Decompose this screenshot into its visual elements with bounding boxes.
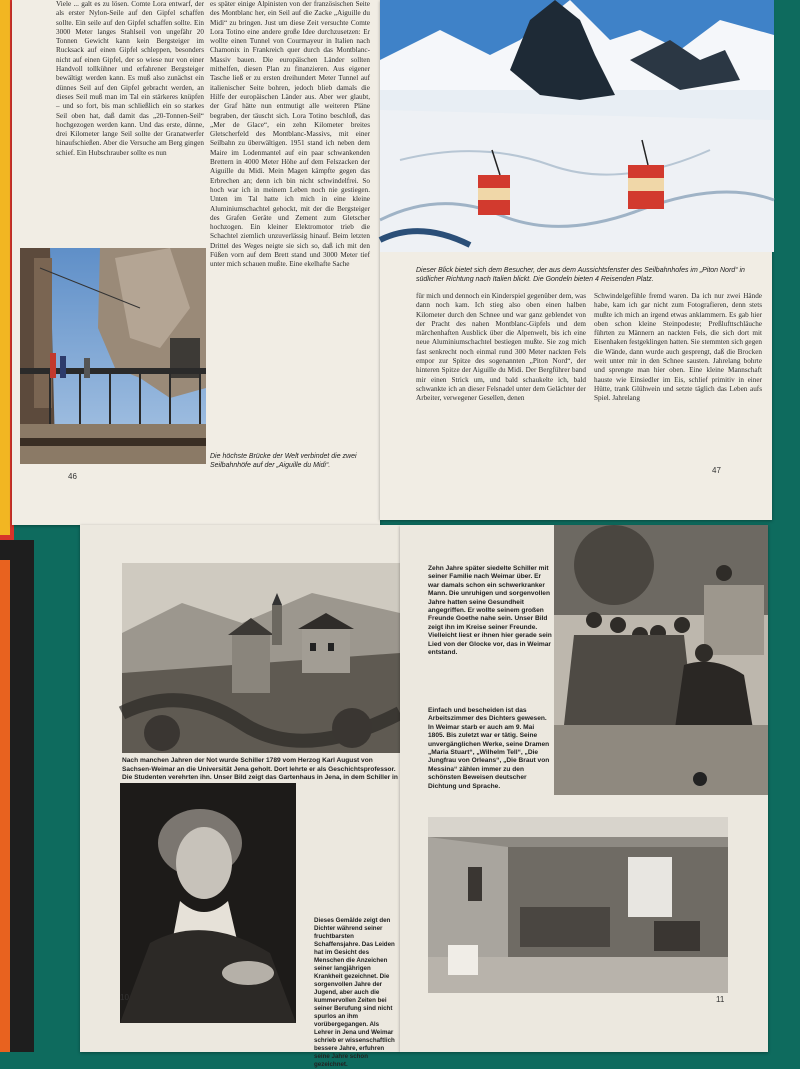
bridge-photo bbox=[20, 248, 206, 464]
garden-house-caption: Nach manchen Jahren der Not wurde Schiller 1789 vom Herzog Karl August von Sachsen-Weimar an die Universität Jena geholt. Dort lehrte er als Geschichtsprofessor. Die Studenten verehrten ihn. Unser Bild zeigt das Gartenhaus in Jena, in dem Schiller in bbox=[122, 757, 398, 782]
page-number-10: 10 bbox=[120, 993, 129, 1002]
weimar-text: Zehn Jahre später siedelte Schiller mit seiner Familie nach Weimar über. Er war damals schon ein schwerkranker Mann. Die unruhigen und sorgenvollen Jahre hatten seine Gesundheit angegriffen. Er wollte seinem großen Freunde Goethe nahe sein. Unser Bild zeigt ihn im Kreise seiner Freunde. Vielleicht liest er ihnen hier gerade sein Lied von der Glocke vor, das in Weimar entstand. bbox=[428, 565, 552, 657]
study-room-photo bbox=[428, 817, 728, 993]
study-room-text: Einfach und bescheiden ist das Arbeitszimmer des Dichters gewesen. In Weimar starb er auch am 9. Mai 1805. Bis zuletzt war er tätig. Seine unvergänglichen Werke, seine Dramen „Maria Stuart“, „Wilhelm Tell“, „Die Jungfrau von Orleans“, „Die Braut von Messina“ zählen immer zu den schönsten Beweisen deutscher Dichtung und Sprache. bbox=[428, 707, 550, 790]
top-right-column-1: für mich und dennoch ein Kinderspiel gegenüber dem, was dann noch kam. Ich stieg also oben einen halben Kilometer durch den Schnee und war ganz geblendet von der Pracht des nahen Montblanc-Gipfels und dem märchenhaften Ausblick über die Alpenwelt, bis ich eine neue Aluminiumschachtel bestiegen mußte. Sie zog mich fast senkrecht noch einmal rund 300 Meter nackten Fels empor zur Spitze des sogenannten „Piton Nord“, der hinteren Spitze der Aiguille du Midi. Der Bergführer band mir einen Strick um, und bald schaukelte ich, bald schwankte ich an dieser Felsnadel unter dem Gelächter der Arbeiter, verwegener Gesellen, denen bbox=[416, 292, 586, 403]
page-number-47: 47 bbox=[712, 466, 721, 475]
top-left-column-2: es später einige Alpinisten von der französischen Seite des Montblanc her, ein Seil auf die Zacke „Aiguille du Midi“ zu bringen. Just um diese Zeit versuchte Comte Lora Totino eine andere große Idee durchzusetzen: Er wollte einen Tunnel von Courmayeur in Italien nach Chamonix in Frankreich quer durch das Montblanc-Massiv bauen. Die europäischen Länder sollten mithelfen, diesen Plan zu finanzieren. Aus eigener Tasche ließ er zu ersten dreihundert Meter Tunnel auf italienischer Seite bohren, jedoch blieb damals die Hilfe der europäischen Länder aus. Aber wer glaubt, der Graf hätte nun entmutigt alle weiteren Pläne begraben, der täuscht sich. Lora Totino beschloß, das „Mer de Glace“, ein zehn Kilometer breites Gletscherfeld des Montblanc-Massivs, mit einer Seilbahn zu überwältigen. 1951 stand ich neben dem Maire im Lodenmantel auf ein paar schwankenden Brettern in 4000 Meter Höhe auf dem Felszacken der Aiguille du Midi. Mein Magen kämpfte gegen das Erbrechen an; denn ich bin nicht schwindelfrei. So hoch war ich in meinem Leben noch nie gestiegen. Unten im Tal hatte ich mich in eine kleine Aluminiumschachtel gehockt, mit der die Bergsteiger des Grafen Geräte und Zement zum Gletscher hochzogen. Ein kleiner Elektromotor trieb die Schachtel ziemlich unzuverlässig hinauf. Beim letzten Drittel des Weges neigte sie sich so, daß ich mit den Füßen vorn auf dem Brett stand und 3000 Meter tief unter mich schauen mußte. Eine ekelhafte Sache bbox=[210, 0, 370, 269]
top-left-column-1: Viele ... galt es zu lösen. Comte Lora entwarf, der als erster Nylon-Seile auf den Gipfel schaffen sollte. Ein seile auf den Gipfel schaffen sollte. Ein 3000 Meter langes Stahlseil von ungefähr 20 Tonnen Gewicht kann kein Bergsteiger im Rucksack auf einen Gipfel schleppen, besonders nicht auf einen Gipfel, der so wiese nur von einer Handvoll tollkühner und erfahrener Bergsteiger bewältigt werden kann. Es muß also zunächst ein dünnes Seil auf den Gipfel gebracht werden, an dieses Seil muß man im Tal ein stärkeres knüpfen – und so fort, bis man schließlich ein so starkes Seil oben hat, daß damit das „20-Tonnen-Seil“ hochgezogen werden kann. Und das erste, dünne, drei Kilometer lange Seil sollte der Granatwerfer hinaufschießen. Aber die Versuche am Berg gingen schief. Ein Hubschrauber sollte es nun bbox=[56, 0, 204, 157]
page-number-11: 11 bbox=[716, 995, 725, 1004]
yellow-cover-edge bbox=[0, 0, 10, 535]
orange-cover-edge bbox=[0, 560, 10, 1052]
bottom-right-page bbox=[400, 525, 768, 1052]
top-right-page bbox=[380, 0, 772, 520]
portrait-caption: Dieses Gemälde zeigt den Dichter während seiner fruchtbarsten Schaffensjahre. Das Leiden hat im Gesicht des Menschen die Anzeichen seiner langjährigen Krankheit gezeichnet. Die sorgenvollen Jahre der Jugend, aber auch die kummervollen Zeiten bei seiner Berufung sind nicht spurlos an ihm vorübergegangen. Als Lehrer in Jena und Weimar schrieb er wissenschaftlich bessere Jahre, erfuhren seine Jahre schon gezeichnet. bbox=[314, 917, 395, 1068]
garden-house-photo bbox=[122, 563, 400, 753]
top-left-page bbox=[12, 0, 380, 525]
gondola-caption: Dieser Blick bietet sich dem Besucher, der aus dem Aussichtsfenster des Seilbahnhofes im „Piton Nord“ in südlicher Richtung nach Italien blickt. Die Gondeln bieten 4 Reisenden Platz. bbox=[416, 267, 745, 283]
top-right-column-2: Schwindelgefühle fremd waren. Da ich nur zwei Hände habe, kam ich gar nicht zum Fotografieren, denn stets mußte ich mich an irgend etwas anklammern. Es gab hier oben schon kleine Steinpodeste; Preßlufttschläuche führten zu Männern an nackten Fels, die sich dort mit Eisenhaken festgeklingen hatten. Sie stemmten sich gegen die Wände, dann wurde auch gesprengt, daß die Brocken weit unter mir in den Schnee sausten. Jahrelang bohrte und sprengte man hier oben. Eine kleine Mannschaft hauste wie Einsiedler im Eis, schlief primitiv in einer Hütte, trank Glühwein und setzte täglich das Leben aufs Spiel. Jahrelang bbox=[594, 292, 762, 403]
page-number-46: 46 bbox=[68, 472, 77, 481]
schiller-portrait bbox=[120, 783, 296, 1023]
bottom-left-page bbox=[80, 525, 400, 1068]
gondola-photo bbox=[380, 0, 774, 252]
bridge-caption: Die höchste Brücke der Welt verbindet die zwei Seilbahnhöfe auf der „Aiguille du Midi“. bbox=[210, 453, 357, 469]
schiller-circle-painting bbox=[554, 525, 768, 795]
